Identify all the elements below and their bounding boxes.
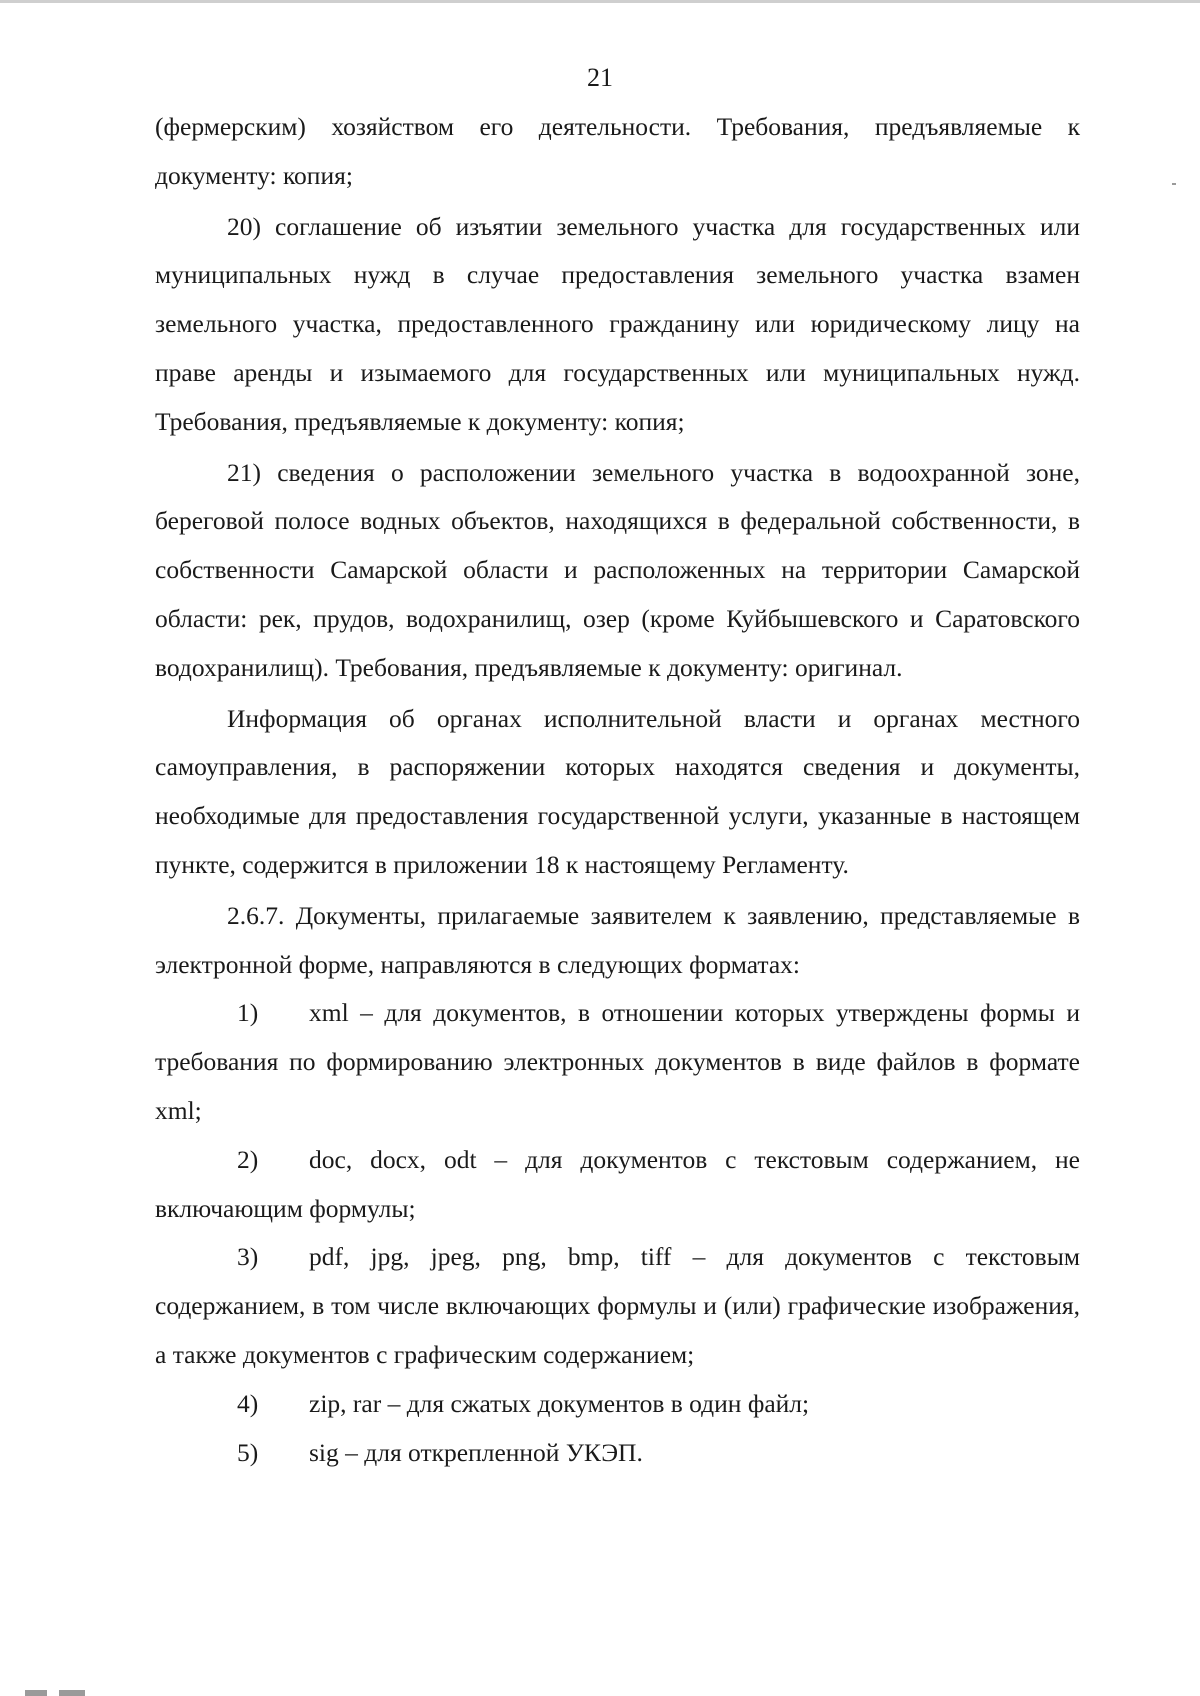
format-item-4 [155,1380,1080,1429]
format-item-text: xml – для документов, в отношении которых утверждены формы и требования по формированию электронных документов в виде файлов в формате xml; [155,998,1080,1125]
format-item-2 [155,1136,1080,1234]
scan-bottom-marks [25,1684,115,1696]
format-item-number: 4) [237,1388,259,1418]
paragraph-item-21: 21) сведения о расположении земельного участка в водоохранной зоне, береговой полосе водных объектов, находящихся в федеральной собственности, в собственности Самарской области и расположенных на территории Самарской области: рек, прудов, водохранилищ, озер (кроме Куйбышевского и Саратовского водохранилищ). Требования, предъявляемые к документу: оригинал. [155,457,1080,682]
format-item-5 [155,1429,1080,1478]
paragraph-2-6-7: 2.6.7. Документы, прилагаемые заявителем к заявлению, представляемые в электронной форме, направляются в следующих форматах: [155,900,1080,979]
scan-mark [59,1690,85,1696]
format-item-text: pdf, jpg, jpeg, png, bmp, tiff – для документов с текстовым содержанием, в том числе включающих формулы и (или) графические изображения, а также документов с графическим содержанием; [155,1242,1080,1369]
format-item-text: doc, docx, odt – для документов с текстовым содержанием, не включающим формулы; [155,1144,1080,1223]
format-item-number: 3) [237,1242,259,1272]
scan-artifact [1172,183,1176,185]
format-item-text: sig – для открепленной УКЭП. [309,1437,643,1467]
format-item-number: 2) [237,1144,259,1174]
scan-top-edge [0,0,1200,3]
format-item-text: zip, rar – для сжатых документов в один файл; [309,1388,810,1418]
scan-mark [25,1690,47,1696]
format-item-3 [155,1233,1080,1379]
paragraph-information: Информация об органах исполнительной власти и органах местного самоуправления, в распоряжении которых находятся сведения и документы, необходимые для предоставления государственной услуги, указанные в настоящем пункте, содержится в приложении 18 к настоящему Регламенту. [155,703,1080,879]
paragraph-continuation: (фермерским) хозяйством его деятельности. Требования, предъявляемые к документу: копия; [155,112,1080,190]
paragraph-item-20: 20) соглашение об изъятии земельного участка для государственных или муниципальных нужд в случае предоставления земельного участка взамен земельного участка, предоставленного гражданину или юридическому лицу на праве аренды и изымаемого для государственных или муниципальных нужд. Требования, предъявляемые к документу: копия; [155,211,1080,436]
format-item-number: 5) [237,1437,259,1467]
format-item-number: 1) [237,998,259,1028]
format-item-1 [155,989,1080,1135]
page-number: 21 [587,63,613,92]
document-body [155,103,1080,1477]
